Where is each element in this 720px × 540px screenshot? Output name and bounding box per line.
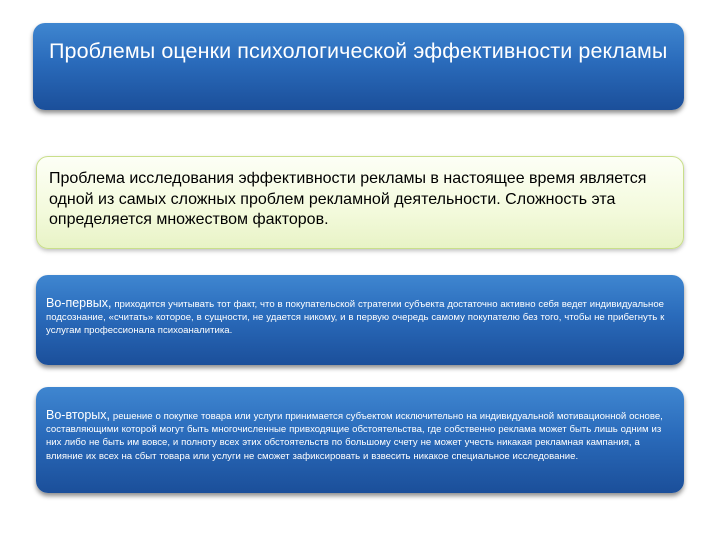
point-1-panel (36, 275, 684, 365)
point-2-paragraph (46, 409, 674, 463)
slide-title: Проблемы оценки психологической эффективности рекламы (49, 39, 668, 63)
point-2-panel (36, 387, 684, 493)
title-panel (33, 23, 684, 110)
point-2-text: решение о покупке товара или услуги принимается субъектом исключительно на индивидуальной мотивационной основе, составляющими которой могут быть многочисленные привходящие обстоятельства, где собственно реклама может быть лишь одним из них либо не быть им вовсе, и полноту всех этих обстоятельств по большому счету не может учесть никакая рекламная кампания, а влияние их всех на сбыт товара или услуги не сможет зафиксировать и взвесить никакое специальное исследование. (46, 411, 663, 462)
point-1-text: приходится учитывать тот факт, что в покупательской стратегии субъекта достаточно активно себя ведет индивидуальное подсознание, «считать» которое, в сущности, не удается никому, и в первую очередь самому покупателю без того, чтобы не прибегнуть к услугам профессионала психоаналитика. (46, 299, 665, 337)
intro-text: Проблема исследования эффективности рекламы в настоящее время является одной из самых сложных проблем рекламной деятельности. Сложность эта определяется множеством факторов. (49, 170, 647, 228)
point-1-lead: Во-первых, (46, 296, 112, 310)
point-1-paragraph (46, 297, 674, 338)
intro-panel (36, 156, 684, 249)
point-2-lead: Во-вторых, (46, 408, 111, 422)
